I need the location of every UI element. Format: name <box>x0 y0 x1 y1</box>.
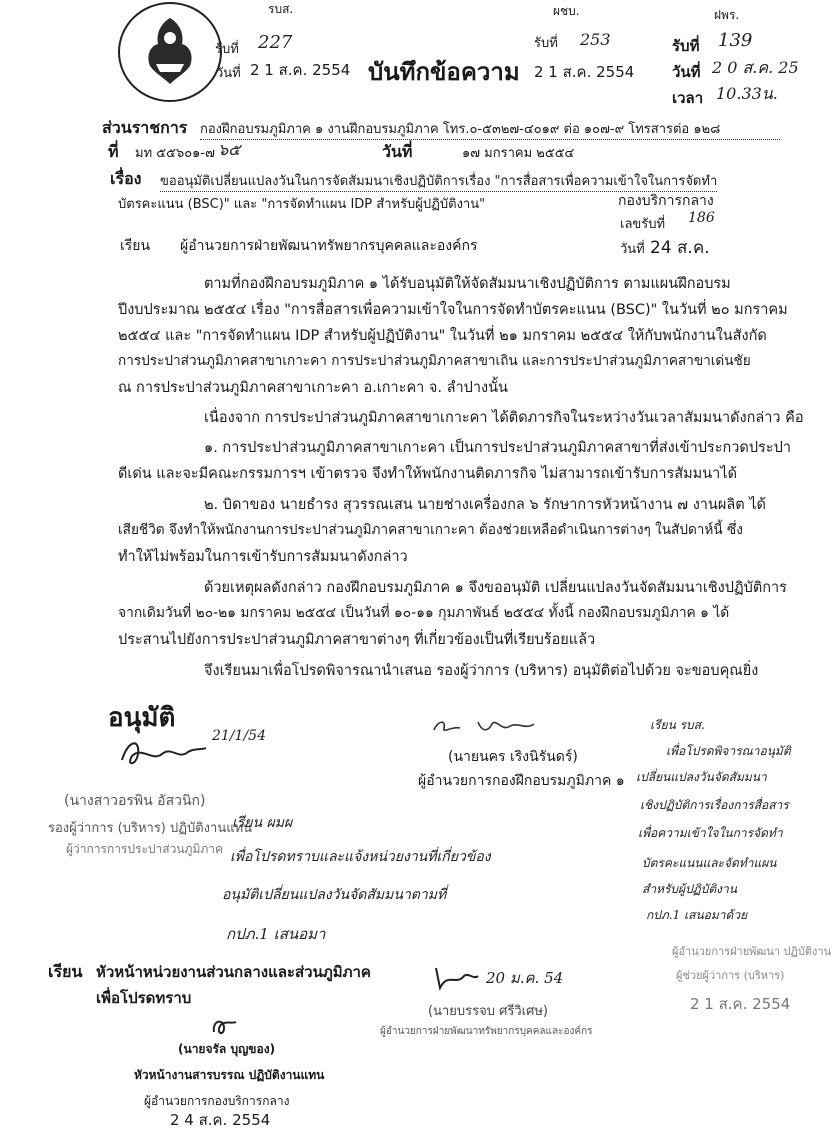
body-p4-line3: ทำให้ไม่พร้อมในการเข้ารับการสัมมนาดังกล่าว <box>118 549 408 565</box>
approval-date-handwritten: 21/1/54 <box>212 728 266 744</box>
received-no-label: รับที่ <box>215 42 239 57</box>
fpr-stamp-label: ฝพร. <box>714 8 740 22</box>
received-date-value: 2 1 ส.ค. 2554 <box>250 61 351 79</box>
clerk-position-2: ผู้อำนวยการกองบริการกลาง <box>144 1094 290 1108</box>
clerk-name: (นายจรัล บุญของ) <box>178 1042 276 1056</box>
subject-line-1: ขออนุมัติเปลี่ยนแปลงวันในการจัดสัมมนาเชิงปฏิบัติการเรื่อง "การสื่อสารเพื่อความเข้าใจในการจัดทำ <box>160 170 717 192</box>
fpr-time-value: 10.33น. <box>716 84 778 103</box>
garuda-emblem-icon <box>118 2 222 102</box>
clerk-signature-icon <box>210 1016 238 1042</box>
body-p3-line2: ดีเด่น และจะมีคณะกรรมการฯ เข้าตรวจ จึงทำให้พนักงานติดภารกิจ ไม่สามารถเข้ารับการสัมมนาได้ <box>118 466 738 482</box>
services-stamp-no-value: 186 <box>688 210 715 226</box>
received-date-label: วันที่ <box>216 66 241 81</box>
agency-label: ส่วนราชการ <box>102 118 188 137</box>
body-p1-line2: ปีงบประมาณ ๒๕๕๔ เรื่อง "การสื่อสารเพื่อความเข้าใจในการจัดทำบัตรคะแนน (BSC)" ในวันที่ ๒๐ มกราคม <box>118 302 788 318</box>
right-stamp-line-1: ผู้อำนวยการฝ่ายพัฒนา ปฏิบัติงาน <box>672 945 831 958</box>
distribution-to-label: เรียน <box>48 962 83 981</box>
salutation-label: เรียน <box>120 238 151 254</box>
body-p1-line4: การประปาส่วนภูมิภาคสาขาเกาะคา การประปาส่วนภูมิภาคสาขาเถิน และการประปาส่วนภูมิภาคสาขาเด่นชัย <box>118 353 751 369</box>
signer-position: ผู้อำนวยการกองฝึกอบรมภูมิภาค ๑ <box>418 773 625 789</box>
note-line-4: กปภ.1 เสนอมา <box>226 925 326 943</box>
body-p6: จึงเรียนมาเพื่อโปรดพิจารณานำเสนอ รองผู้ว่าการ (บริหาร) อนุมัติต่อไปด้วย จะขอบคุณยิ่ง <box>204 663 759 679</box>
fpr-date-label: วันที่ <box>672 63 701 81</box>
right-note-6: บัตรคะแนนและจัดทำแผน <box>642 856 777 870</box>
approver-position-1: รองผู้ว่าการ (บริหาร) ปฏิบัติงานแทน <box>48 821 253 836</box>
right-note-3: เปลี่ยนแปลงวันจัดสัมมนา <box>636 770 767 784</box>
subject-line-2: บัตรคะแนน (BSC)" และ "การจัดทำแผน IDP สำหรับผู้ปฏิบัติงาน" <box>118 197 486 212</box>
note-line-3: อนุมัติเปลี่ยนแปลงวันจัดสัมมนาตามที่ <box>222 887 447 903</box>
fpr-time-label: เวลา <box>672 89 704 107</box>
body-p4-line2: เสียชีวิต จึงทำให้พนักงานการประปาส่วนภูมิภาคสาขาเกาะคา ต้องช่วยเหลือดำเนินการต่างๆ ในสัปดาห์นี้ ซึ่ง <box>118 522 743 538</box>
services-stamp-date-value: 24 ส.ค. <box>650 238 710 258</box>
clerk-date: 2 4 ส.ค. 2554 <box>170 1111 271 1129</box>
pchb-no-label: รับที่ <box>534 36 558 51</box>
signer-name: (นายนคร เริงนิรันดร์) <box>448 749 578 765</box>
right-note-8: กปภ.1 เสนอมาด้วย <box>646 908 748 922</box>
body-p5-line1: ด้วยเหตุผลดังกล่าว กองฝึกอบรมภูมิภาค ๑ จึงขออนุมัติ เปลี่ยนแปลงวันจัดสัมมนาเชิงปฏิบัติการ <box>204 580 787 596</box>
pchb-date-value: 2 1 ส.ค. 2554 <box>534 63 635 81</box>
right-stamp-line-2: ผู้ช่วยผู้ว่าการ (บริหาร) <box>676 969 785 982</box>
note-line-1: เรียน ผมผ <box>232 815 293 831</box>
fpr-no-value: 139 <box>718 30 753 51</box>
salutation-value: ผู้อำนวยการฝ่ายพัฒนาทรัพยากรบุคคลและองค์กร <box>180 238 478 254</box>
services-stamp-no-label: เลขรับที่ <box>620 217 666 232</box>
distribution-to-value: หัวหน้าหน่วยงานส่วนกลางและส่วนภูมิภาค <box>96 963 371 981</box>
body-p5-line2: จากเดิมวันที่ ๒๐-๒๑ มกราคม ๒๕๕๔ เป็นวันที่ ๑๐-๑๑ กุมภาพันธ์ ๒๕๕๔ ทั้งนี้ กองฝึกอบรมภูมิภาค ๑ ได้ <box>118 605 730 621</box>
mid-signer-signature-icon <box>430 962 480 996</box>
subject-label: เรื่อง <box>110 169 142 188</box>
services-stamp-name: กองบริการกลาง <box>618 193 714 209</box>
approver-name: (นางสาวอรพิน อัสวนิก) <box>64 793 206 809</box>
right-note-7: สำหรับผู้ปฏิบัติงาน <box>642 882 737 896</box>
ref-label: ที่ <box>108 142 119 161</box>
body-p1-line1: ตามที่กองฝึกอบรมภูมิภาค ๑ ได้รับอนุมัติให้จัดสัมมนาเชิงปฏิบัติการ ตามแผนฝึกอบรม <box>204 276 731 292</box>
date-value: ๑๗ มกราคม ๒๕๕๔ <box>462 146 575 161</box>
fpr-no-label: รับที่ <box>672 37 700 55</box>
right-note-2: เพื่อโปรดพิจารณาอนุมัติ <box>666 744 791 758</box>
body-p5-line3: ประสานไปยังการประปาส่วนภูมิภาคสาขาต่างๆ ที่เกี่ยวข้องเป็นที่เรียบร้อยแล้ว <box>118 632 596 648</box>
mid-signer-date: 20 ม.ค. 54 <box>486 969 564 987</box>
right-note-4: เชิงปฏิบัติการเรื่องการสื่อสาร <box>640 798 789 812</box>
mid-signer-position: ผู้อำนวยการฝ่ายพัฒนาทรัพยากรบุคคลและองค์กร <box>380 1026 593 1037</box>
right-stamp-date: 2 1 ส.ค. 2554 <box>690 995 791 1013</box>
body-p1-line5: ณ การประปาส่วนภูมิภาคสาขาเกาะคา อ.เกาะคา จ. ลำปางนั้น <box>118 380 508 396</box>
body-p4-line1: ๒. บิดาของ นายธำรง สุวรรณเสน นายช่างเครื่องกล ๖ รักษาการหัวหน้างาน ๗ งานผลิต ได้ <box>204 497 766 513</box>
approver-position-2: ผู้ว่าการการประปาส่วนภูมิภาค <box>66 842 224 856</box>
signer-signature-icon <box>430 712 540 746</box>
body-p2: เนื่องจาก การประปาส่วนภูมิภาคสาขาเกาะคา ได้ติดภารกิจในระหว่างวันเวลาสัมมนาดังกล่าว คือ <box>204 410 804 426</box>
ref-hand-number: ๖๕ <box>218 140 241 159</box>
right-note-1: เรียน รบส. <box>650 718 705 732</box>
services-stamp-date-label: วันที่ <box>620 242 645 257</box>
rbs-stamp-label: รบส. <box>268 2 294 16</box>
date-label: วันที่ <box>382 142 413 161</box>
document-title: บันทึกข้อความ <box>368 58 520 86</box>
ref-value: มท ๕๕๖๐๑-๗ <box>135 146 215 161</box>
right-note-5: เพื่อความเข้าใจในการจัดทำ <box>638 826 783 840</box>
body-p3-line1: ๑. การประปาส่วนภูมิภาคสาขาเกาะคา เป็นการประปาส่วนภูมิภาคสาขาที่ส่งเข้าประกวดประปา <box>204 440 791 456</box>
pchb-no-value: 253 <box>580 30 611 49</box>
distribution-purpose: เพื่อโปรดทราบ <box>96 989 192 1007</box>
approved-heading: อนุมัติ <box>108 703 176 733</box>
fpr-date-value: 2 0 ส.ค. 25 <box>712 58 799 77</box>
received-no-value: 227 <box>258 32 293 53</box>
approver-signature-icon <box>118 732 208 779</box>
clerk-position-1: หัวหน้างานสารบรรณ ปฏิบัติงานแทน <box>134 1068 325 1082</box>
pchb-stamp-label: ผชบ. <box>553 4 580 18</box>
mid-signer-name: (นายบรรจบ ศรีวิเศษ) <box>428 1004 548 1019</box>
body-p1-line3: ๒๕๕๔ และ "การจัดทำแผน IDP สำหรับผู้ปฏิบัติงาน" ในวันที่ ๒๑ มกราคม ๒๕๕๔ ให้กับพนักงานในสังกัด <box>118 328 767 344</box>
note-line-2: เพื่อโปรดทราบและแจ้งหน่วยงานที่เกี่ยวข้อง <box>230 849 491 865</box>
agency-value: กองฝึกอบรมภูมิภาค ๑ งานฝึกอบรมภูมิภาค โทร.๐-๕๓๒๗-๔๐๑๙ ต่อ ๑๐๗-๙ โทรสารต่อ ๑๒๘ <box>200 118 780 140</box>
